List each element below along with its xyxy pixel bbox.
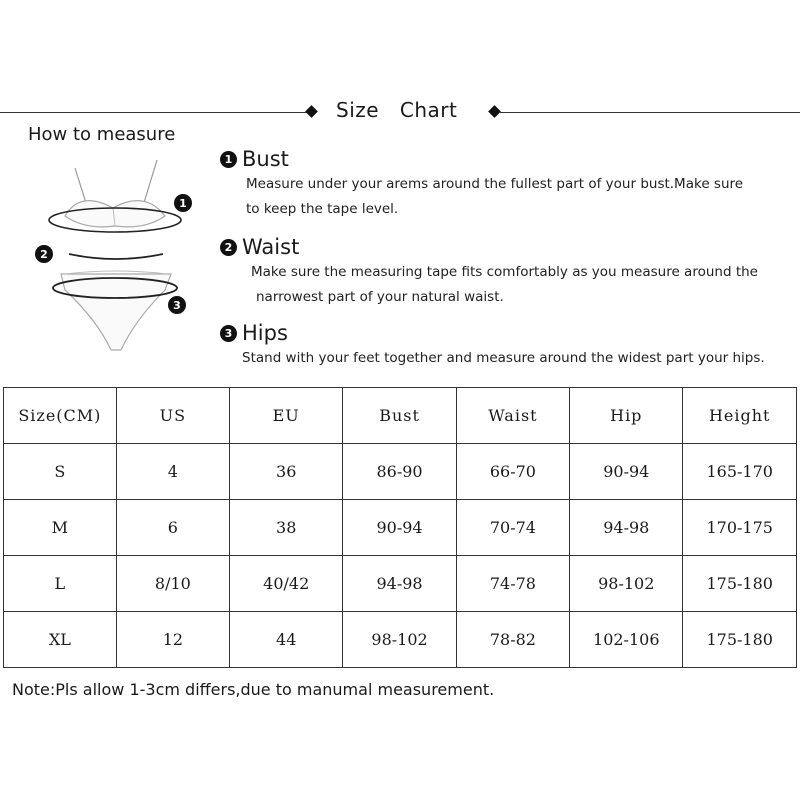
- table-cell: 86-90: [343, 444, 456, 500]
- column-header: Size(CM): [4, 388, 117, 444]
- number-3-icon: 3: [220, 325, 237, 342]
- number-2-icon: 2: [220, 239, 237, 256]
- measure-hips-title: Hips: [242, 321, 288, 345]
- measurement-note: Note:Pls allow 1-3cm differs,due to manumal measurement.: [12, 680, 495, 699]
- svg-text:3: 3: [173, 299, 181, 312]
- table-cell: 175-180: [683, 612, 797, 668]
- table-cell: 38: [230, 500, 343, 556]
- diamond-icon: [305, 105, 318, 118]
- title-rule-right: [500, 112, 800, 113]
- table-cell: 40/42: [230, 556, 343, 612]
- table-cell: 98-102: [570, 556, 683, 612]
- measure-waist-title: Waist: [242, 235, 300, 259]
- table-row: [4, 612, 797, 668]
- measure-bust: [220, 146, 790, 222]
- table-cell: 165-170: [683, 444, 797, 500]
- measure-waist-desc: Make sure the measuring tape fits comfortably as you measure around the: [251, 264, 758, 280]
- table-cell: S: [4, 444, 117, 500]
- table-cell: 90-94: [570, 444, 683, 500]
- table-cell: 8/10: [116, 556, 229, 612]
- diamond-icon: [488, 105, 501, 118]
- table-cell: 44: [230, 612, 343, 668]
- measure-hips: [220, 320, 790, 371]
- column-header: Bust: [343, 388, 456, 444]
- column-header: Waist: [456, 388, 569, 444]
- bikini-measure-illustration: [25, 150, 205, 360]
- svg-text:2: 2: [40, 248, 48, 261]
- table-cell: 175-180: [683, 556, 797, 612]
- column-header: Hip: [570, 388, 683, 444]
- table-cell: L: [4, 556, 117, 612]
- measure-hips-desc: Stand with your feet together and measure around the widest part your hips.: [242, 350, 765, 366]
- table-cell: 94-98: [570, 500, 683, 556]
- measure-waist-desc: narrowest part of your natural waist.: [256, 289, 504, 305]
- how-to-measure-label: How to measure: [28, 124, 176, 145]
- table-cell: 4: [116, 444, 229, 500]
- table-row: [4, 500, 797, 556]
- table-cell: 12: [116, 612, 229, 668]
- table-row: [4, 444, 797, 500]
- table-cell: 78-82: [456, 612, 569, 668]
- page-title: Size Chart: [336, 98, 458, 122]
- column-header: EU: [230, 388, 343, 444]
- column-header: US: [116, 388, 229, 444]
- table-row: [4, 556, 797, 612]
- table-header-row: [4, 388, 797, 444]
- table-cell: 36: [230, 444, 343, 500]
- measure-bust-title: Bust: [242, 147, 289, 171]
- table-cell: XL: [4, 612, 117, 668]
- table-cell: 70-74: [456, 500, 569, 556]
- table-cell: 102-106: [570, 612, 683, 668]
- svg-text:1: 1: [179, 197, 187, 210]
- table-cell: 170-175: [683, 500, 797, 556]
- table-cell: M: [4, 500, 117, 556]
- table-cell: 94-98: [343, 556, 456, 612]
- table-cell: 66-70: [456, 444, 569, 500]
- marker-3-icon: [168, 296, 186, 314]
- measure-bust-desc: Measure under your arems around the fullest part of your bust.Make sure: [246, 176, 744, 192]
- measure-bust-desc: to keep the tape level.: [246, 201, 399, 217]
- size-table: [3, 387, 797, 668]
- title-rule-left: [0, 112, 308, 113]
- table-cell: 90-94: [343, 500, 456, 556]
- table-cell: 74-78: [456, 556, 569, 612]
- table-cell: 6: [116, 500, 229, 556]
- measure-waist: [220, 234, 790, 310]
- marker-1-icon: [174, 194, 192, 212]
- column-header: Height: [683, 388, 797, 444]
- table-cell: 98-102: [343, 612, 456, 668]
- number-1-icon: 1: [220, 151, 237, 168]
- marker-2-icon: [35, 245, 53, 263]
